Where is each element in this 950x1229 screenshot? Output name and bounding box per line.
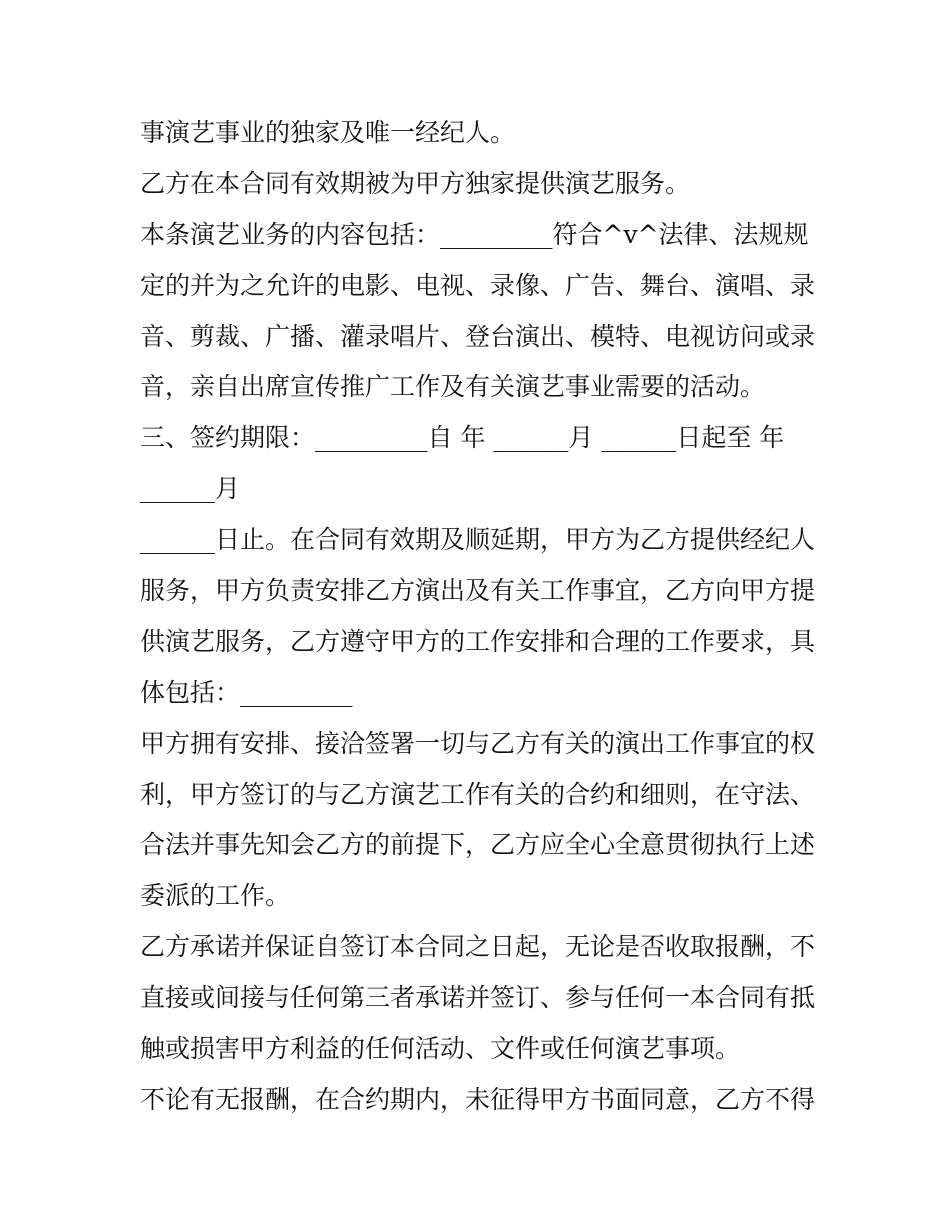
text-line: 委派的工作。 <box>140 881 291 911</box>
text-line: 服务，甲方负责安排乙方演出及有关工作事宜，乙方向甲方提 <box>140 576 816 606</box>
text-line: ______日止。在合同有效期及顺延期，甲方为乙方提供经纪人 <box>140 525 816 555</box>
text-line: ______月 <box>140 474 241 504</box>
text-line: 事演艺事业的独家及唯一经纪人。 <box>140 118 516 147</box>
text-line: 直接或间接与任何第三者承诺并签订、参与任何一本合同有抵 <box>140 983 816 1013</box>
text-line: 利，甲方签订的与乙方演艺工作有关的合约和细则，在守法、 <box>140 779 816 809</box>
text-line: 体包括：_________ <box>140 677 353 707</box>
text-line: 定的并为之允许的电影、电视、录像、广告、舞台、演唱、录 <box>140 270 816 300</box>
text-line: 乙方承诺并保证自签订本合同之日起，无论是否收取报酬，不 <box>140 932 816 962</box>
text-line: 乙方在本合同有效期被为甲方独家提供演艺服务。 <box>140 168 691 198</box>
text-line: 合法并事先知会乙方的前提下，乙方应全心全意贯彻执行上述 <box>140 830 816 860</box>
text-line: 音、剪裁、广播、灌录唱片、登台演出、模特、电视访问或录 <box>140 321 816 351</box>
text-line: 音，亲自出席宣传推广工作及有关演艺事业需要的活动。 <box>140 372 766 402</box>
text-line: 供演艺服务，乙方遵守甲方的工作安排和合理的工作要求，具 <box>140 626 816 656</box>
text-line: 不论有无报酬，在合约期内，未征得甲方书面同意，乙方不得 <box>140 1084 816 1114</box>
contract-text-body <box>140 108 820 1126</box>
text-line: 三、签约期限：_________自 年 ______月 ______日起至 年 <box>140 423 785 453</box>
text-line: 甲方拥有安排、接洽签署一切与乙方有关的演出工作事宜的权 <box>140 728 816 758</box>
text-line: 本条演艺业务的内容包括：_________符合^v^法律、法规规 <box>140 219 809 249</box>
text-line: 触或损害甲方利益的任何活动、文件或任何演艺事项。 <box>140 1034 741 1064</box>
